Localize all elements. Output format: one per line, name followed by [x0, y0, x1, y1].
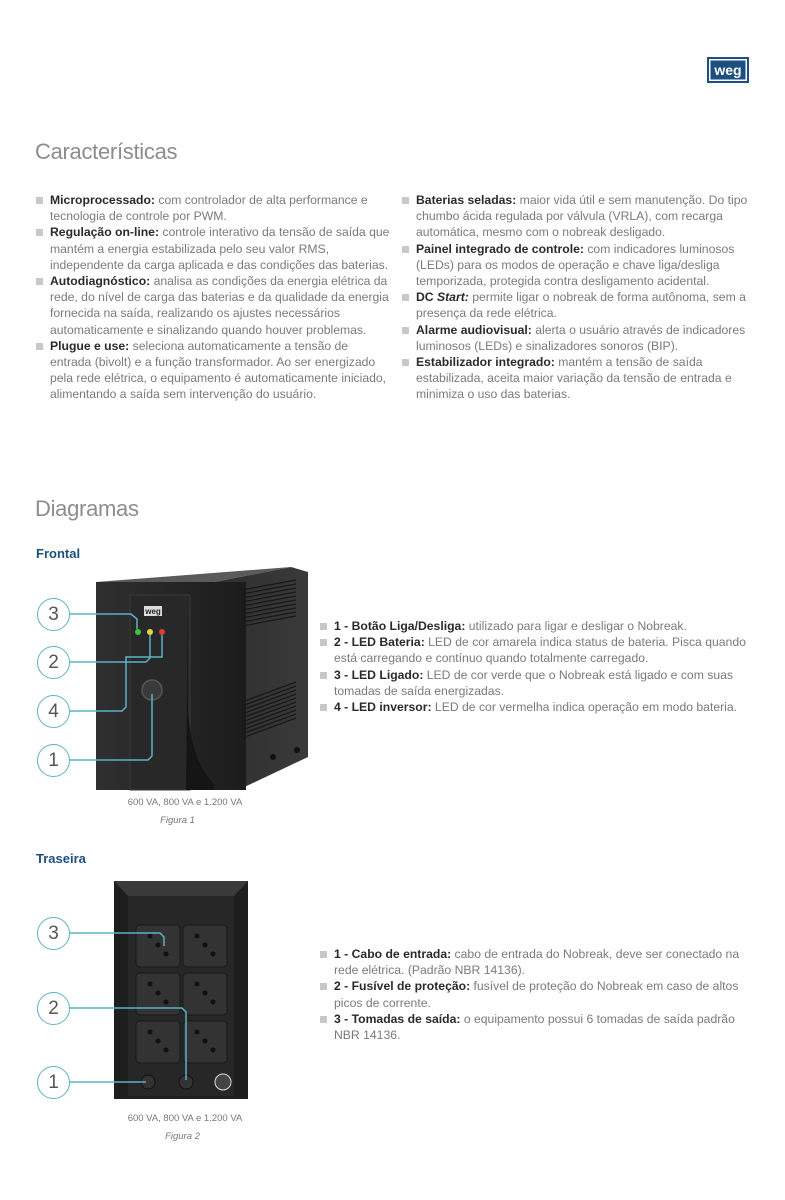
- square-bullet-icon: [36, 343, 43, 350]
- svg-text:weg: weg: [714, 62, 742, 78]
- square-bullet-icon: [402, 359, 409, 366]
- feature-item: Estabilizador integrado: mantém a tensão de saída estabilizada, aceita maior variação da tensão de entrada e minimiza o uso das baterias.: [402, 354, 757, 403]
- callout-2: 2: [37, 992, 70, 1025]
- callout-1: 1: [37, 1066, 70, 1099]
- square-bullet-icon: [320, 1016, 327, 1023]
- legend-item: 2 - Fusível de proteção: fusível de proteção do Nobreak em caso de altos picos de corrente.: [320, 978, 760, 1010]
- legend-item: 1 - Cabo de entrada: cabo de entrada do Nobreak, deve ser conectado na rede elétrica. (Padrão NBR 14136).: [320, 946, 760, 978]
- features-left-column: [36, 192, 391, 403]
- callout-3: 3: [37, 917, 70, 950]
- square-bullet-icon: [36, 278, 43, 285]
- subsection-title-traseira: Traseira: [36, 851, 86, 866]
- square-bullet-icon: [320, 983, 327, 990]
- feature-item: Regulação on-line: controle interativo da tensão de saída que mantém a energia estabilizada pelo seu valor RMS, independente da carga aplicada e das condições das baterias.: [36, 224, 391, 273]
- legend-item: 3 - LED Ligado: LED de cor verde que o Nobreak está ligado e com suas tomadas de saída energizadas.: [320, 667, 760, 699]
- feature-item: DC Start: permite ligar o nobreak de forma autônoma, sem a presença da rede elétrica.: [402, 289, 757, 321]
- callout-1: 1: [37, 744, 70, 777]
- square-bullet-icon: [402, 294, 409, 301]
- square-bullet-icon: [36, 197, 43, 204]
- square-bullet-icon: [402, 246, 409, 253]
- nobreak-front-image: [36, 562, 316, 797]
- feature-item: Painel integrado de controle: com indicadores luminosos (LEDs) para os modos de operação e chave liga/desliga temporizada, protegida contra desligamento acidental.: [402, 241, 757, 290]
- square-bullet-icon: [320, 704, 327, 711]
- section-title-diagramas: Diagramas: [35, 496, 139, 521]
- weg-logo: [707, 57, 749, 83]
- feature-item: Microprocessado: com controlador de alta performance e tecnologia de controle por PWM.: [36, 192, 391, 224]
- nobreak-back-image: [36, 878, 251, 1103]
- square-bullet-icon: [320, 672, 327, 679]
- square-bullet-icon: [320, 951, 327, 958]
- figure-2-caption: 600 VA, 800 VA e 1.200 VA: [127, 1113, 243, 1124]
- square-bullet-icon: [402, 197, 409, 204]
- square-bullet-icon: [320, 623, 327, 630]
- legend-item: 2 - LED Bateria: LED de cor amarela indica status de bateria. Pisca quando está carregando e contínuo quando totalmente carregado.: [320, 634, 760, 666]
- square-bullet-icon: [320, 639, 327, 646]
- feature-item: Baterias seladas: maior vida útil e sem manutenção. Do tipo chumbo ácida regulada por válvula (VRLA), com recarga automática, mesmo com o nobreak desligado.: [402, 192, 757, 241]
- feature-item: Plugue e use: seleciona automaticamente a tensão de entrada (bivolt) e a função transformador. Ao ser energizado pela rede elétrica, o equipamento é automaticamente iniciado, alimentando a saída sem intervenção do usuário.: [36, 338, 391, 403]
- callout-3: 3: [37, 598, 70, 631]
- callout-4: 4: [37, 695, 70, 728]
- square-bullet-icon: [402, 327, 409, 334]
- figure-1-caption: 600 VA, 800 VA e 1.200 VA: [127, 797, 243, 808]
- feature-item: Alarme audiovisual: alerta o usuário através de indicadores luminosos (LEDs) e sinalizadores sonoros (BIP).: [402, 322, 757, 354]
- figure-2-label: Figura 2: [165, 1131, 200, 1142]
- legend-item: 1 - Botão Liga/Desliga: utilizado para ligar e desligar o Nobreak.: [320, 618, 760, 634]
- traseira-legend: [320, 946, 760, 1043]
- legend-item: 4 - LED inversor: LED de cor vermelha indica operação em modo bateria.: [320, 699, 760, 715]
- square-bullet-icon: [36, 229, 43, 236]
- callout-2: 2: [37, 646, 70, 679]
- frontal-legend: [320, 618, 760, 715]
- subsection-title-frontal: Frontal: [36, 546, 81, 561]
- legend-item: 3 - Tomadas de saída: o equipamento possui 6 tomadas de saída padrão NBR 14136.: [320, 1011, 760, 1043]
- svg-text:weg: weg: [145, 607, 161, 616]
- feature-item: Autodiagnóstico: analisa as condições da energia elétrica da rede, do nível de carga das baterias e da qualidade da energia fornecida na saída, realizando os ajustes necessários automaticamente e sinalizando quando houver problemas.: [36, 273, 391, 338]
- section-title-caracteristicas: Características: [35, 139, 178, 164]
- figure-1-label: Figura 1: [160, 815, 195, 826]
- features-right-column: [402, 192, 757, 403]
